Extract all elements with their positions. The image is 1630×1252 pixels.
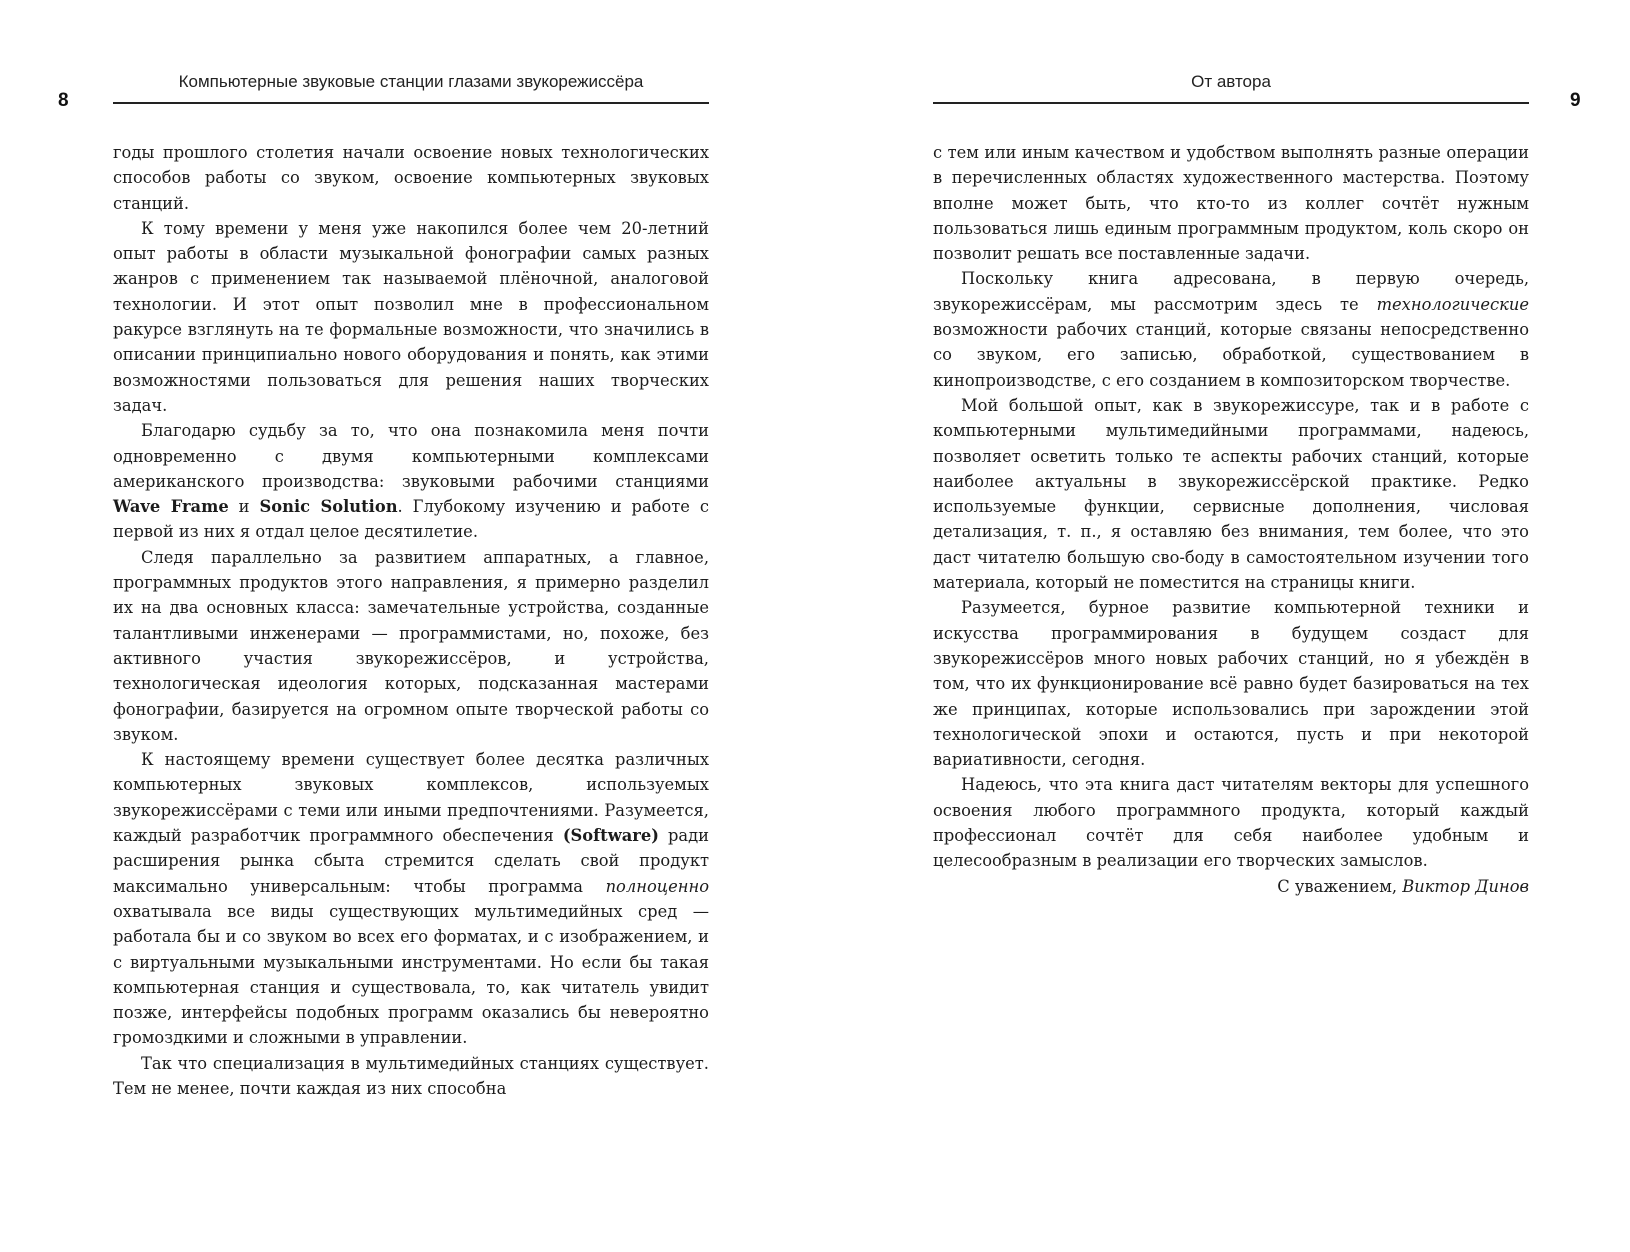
page-number: 9 [1570,90,1581,111]
signature [933,874,1529,899]
text-run: Поскольку книга адресована, в первую очередь, звукорежиссёрам, мы рассмотрим здесь те [933,269,1529,314]
text-run: возможности рабочих станций, которые связаны непосредственно со звуком, его записью, обработкой, существованием в кинопроизводстве, с его созданием в композиторском творчестве. [933,320,1529,390]
text-run: и [228,497,260,517]
text-run: ради расширения рынка сбыта стремится сделать свой продукт максимально универсальным: чтобы программа [113,826,709,896]
product-name: Sonic Solution [259,497,398,517]
emphasis: полноценно [605,876,709,896]
emphasis: технологические [1376,294,1529,314]
paragraph: Разумеется, бурное развитие компьютерной техники и искусства программирования в будущем создаст для звукорежиссёров много новых рабочих станций, но я убеждён в том, что их функционирование всё равно будет базироваться на тех же принципах, которые использовались при зарождении этой технологической эпохи и остаются, пусть и при некоторой вариативности, сегодня. [933,598,1529,770]
header-rule [933,102,1529,104]
body-text [933,140,1529,899]
text-run: Благодарю судьбу за то, что она познакомила меня почти одновременно с двумя компьютерными комплексами американского производства: звуковыми рабочими станциями [113,421,709,491]
paragraph: Так что специализация в мультимедийных станциях существует. Тем не менее, почти каждая из них способна [113,1053,709,1098]
body-text [113,140,709,1101]
paragraph: с тем или иным качеством и удобством выполнять разные операции в перечисленных областях художественного мастерства. Поэтому вполне может быть, что кто-то из коллег сочтёт нужным пользоваться лишь единым программным продуктом, коль скоро он позволит решать все поставленные задачи. [933,143,1529,264]
paragraph [933,266,1529,392]
paragraph: К тому времени у меня уже накопился более чем 20-летний опыт работы в области музыкальной фонографии самых разных жанров с применением так называемой плёночной, аналоговой технологии. И этот опыт позволил мне в профессиональном ракурсе взглянуть на те формальные возможности, что значились в описании принципиально нового оборудования и понять, как этими возможностями пользоваться для решения наших творческих задач. [113,218,709,415]
paragraph: Надеюсь, что эта книга даст читателям векторы для успешного освоения любого программного продукта, который каждый профессионал сочтёт для себя наиболее удобным и целесообразным в реализации его творческих замыслов. [933,775,1529,871]
page-number: 8 [58,90,69,111]
text-run: . Глубокому изучению и работе с первой из них я отдал целое десятилетие. [113,497,710,542]
running-header: От автора [1191,72,1271,91]
paragraph [113,747,709,1051]
paragraph: годы прошлого столетия начали освоение новых технологических способов работы со звуком, освоение компьютерных звуковых станций. [113,143,709,213]
header-rule [113,102,709,104]
product-name: Wave Frame [113,497,229,517]
paragraph: Мой большой опыт, как в звукорежиссуре, так и в работе с компьютерными мультимедийными программами, надеюсь, позволяет осветить только те аспекты рабочих станций, которые наиболее актуальны в звукорежиссёрской практике. Редко используемые функции, сервисные дополнения, числовая детализация, т. п., я оставляю без внимания, тем более, что это даст читателю большую сво-боду в самостоятельном изучении того материала, который не поместится на страницы книги. [933,395,1529,593]
paragraph [113,418,709,544]
running-header: Компьютерные звуковые станции глазами звукорежиссёра [178,72,644,91]
signature-prefix: С уважением, [1277,876,1403,896]
right-page [815,0,1630,1252]
paragraph: Следя параллельно за развитием аппаратных, а главное, программных продуктов этого направления, я примерно разделил их на два основных класса: замечательные устройства, созданные талантливыми инженерами — программистами, но, похоже, без активного участия звукорежиссёров, и устройства, технологическая идеология которых, подсказанная мастерами фонографии, базируется на огромном опыте творческой работы со звуком. [113,547,709,744]
text-run: охватывала все виды существующих мультимедийных сред — работала бы и со звуком во всех его форматах, и с изображением, и с виртуальными музыкальными инструментами. Но если бы такая компьютерная станция и существовала, то, как читатель увидит позже, интерфейсы подобных программ оказались бы невероятно громоздкими и сложными в управлении. [113,901,709,1048]
text-run: К настоящему времени существует более десятка различных компьютерных звуковых комплексов, используемых звукорежиссёрами с теми или иными предпочтениями. Разумеется, каждый разработчик программного обеспечения [113,750,709,846]
term: (Software) [562,826,659,846]
author-name: Виктор Динов [1402,876,1529,896]
